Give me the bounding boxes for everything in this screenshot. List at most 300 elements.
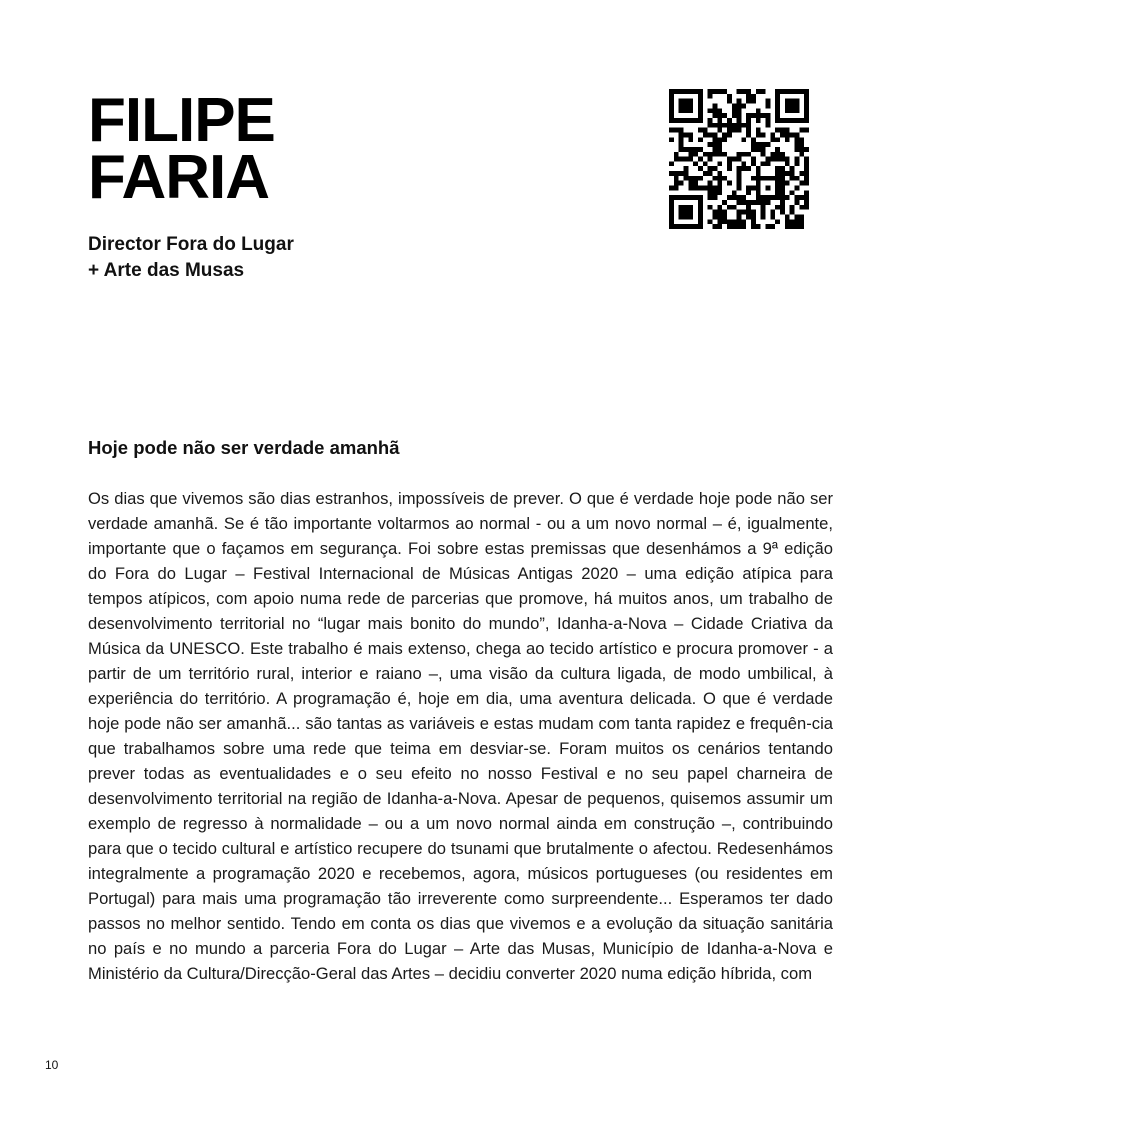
qr-module xyxy=(693,118,698,123)
qr-module xyxy=(698,166,703,171)
qr-module xyxy=(770,152,775,157)
qr-module xyxy=(766,161,771,166)
qr-module xyxy=(683,103,688,108)
qr-module xyxy=(708,186,713,191)
qr-module xyxy=(669,205,674,210)
qr-module xyxy=(799,152,804,157)
qr-module xyxy=(712,186,717,191)
qr-module xyxy=(737,152,742,157)
qr-module xyxy=(746,89,751,94)
qr-module xyxy=(708,142,713,147)
qr-module xyxy=(756,89,761,94)
qr-module xyxy=(698,210,703,215)
qr-module xyxy=(804,200,809,205)
qr-module xyxy=(775,205,780,210)
qr-module xyxy=(737,195,742,200)
qr-module xyxy=(804,108,809,113)
qr-module xyxy=(722,113,727,118)
qr-module xyxy=(751,200,756,205)
qr-module xyxy=(780,171,785,176)
qr-module xyxy=(698,128,703,133)
qr-module xyxy=(698,94,703,99)
qr-module xyxy=(688,118,693,123)
qr-module xyxy=(712,137,717,142)
qr-module xyxy=(669,161,674,166)
qr-module xyxy=(790,89,795,94)
qr-module xyxy=(737,215,742,220)
qr-module xyxy=(756,132,761,137)
qr-module xyxy=(727,157,732,162)
qr-module xyxy=(799,142,804,147)
qr-module xyxy=(751,137,756,142)
qr-module xyxy=(712,190,717,195)
qr-module xyxy=(766,103,771,108)
qr-module xyxy=(669,215,674,220)
qr-module xyxy=(804,190,809,195)
qr-module xyxy=(751,215,756,220)
qr-module xyxy=(766,118,771,123)
qr-module xyxy=(737,210,742,215)
qr-module xyxy=(761,200,766,205)
qr-module xyxy=(790,210,795,215)
qr-module xyxy=(775,94,780,99)
qr-module xyxy=(766,224,771,229)
qr-module xyxy=(722,137,727,142)
qr-module xyxy=(775,137,780,142)
qr-module xyxy=(732,205,737,210)
qr-module xyxy=(708,94,713,99)
qr-module xyxy=(708,181,713,186)
qr-module xyxy=(741,200,746,205)
qr-module xyxy=(688,132,693,137)
qr-module xyxy=(712,147,717,152)
article-body: Os dias que vivemos são dias estranhos, impossíveis de prever. O que é verdade hoje pode não ser verdade amanhã. Se é tão importante voltarmos ao normal - ou a um novo normal – é, igualmente, importante que o façamos em segurança. Foi sobre estas premissas que desenhámos a 9ª edição do Fora do Lugar – Festival Internacional de Músicas Antigas 2020 – uma edição atípica para tempos atípicos, com apoio numa rede de parcerias que promove, há muitos anos, um trabalho de desenvolvimento territorial no “lugar mais bonito do mundo”, Idanha-a-Nova – Cidade Criativa da Música da UNESCO. Este trabalho é mais extenso, chega ao tecido artístico e procura promover - a partir de um território rural, interior e raiano –, uma visão da cultura ligada, de modo umbilical, à experiência do território. A programação é, hoje em dia, uma aventura delicada. O que é verdade hoje pode não ser amanhã... são tantas as variáveis e estas mudam com tanta rapidez e frequên-cia que trabalhamos sobre uma rede que teima em desviar-se. Foram muitos os cenários tentando prever todas as eventualidades e o seu efeito no nosso Festival e no seu papel charneira de desenvolvimento territorial na região de Idanha-a-Nova. Apesar de pequenos, quisemos assumir um exemplo de regresso à normalidade – ou a um novo normal ainda em construção –, contribuindo para que o tecido cultural e artístico recupere do tsunami que brutalmente o afectou. Redesenhámos integralmente a programação 2020 e recebemos, agora, músicos portugueses (ou residentes em Portugal) para mais uma programação tão irreverente como surpreendente... Esperamos ter dado passos no melhor sentido. Tendo em conta os dias que vivemos e a evolução da situação sanitária no país e no mundo a parceria Fora do Lugar – Arte das Musas, Município de Idanha-a-Nova e Ministério da Cultura/Direcção-Geral das Artes – decidiu converter 2020 numa edição híbrida, com xyxy=(88,489,833,983)
qr-module xyxy=(785,161,790,166)
qr-module xyxy=(698,195,703,200)
qr-module xyxy=(775,152,780,157)
qr-module xyxy=(804,147,809,152)
qr-module xyxy=(717,161,722,166)
qr-module xyxy=(669,94,674,99)
author-name-line-1: FILIPE xyxy=(88,86,275,155)
qr-module xyxy=(712,113,717,118)
qr-module xyxy=(698,219,703,224)
qr-module xyxy=(766,99,771,104)
qr-module xyxy=(674,186,679,191)
article-title: Hoje pode não ser verdade amanhã xyxy=(88,437,400,458)
qr-module xyxy=(669,195,674,200)
qr-module xyxy=(770,224,775,229)
qr-module xyxy=(727,166,732,171)
qr-module xyxy=(698,89,703,94)
qr-module xyxy=(795,219,800,224)
qr-module xyxy=(703,128,708,133)
qr-module xyxy=(679,215,684,220)
qr-module xyxy=(708,123,713,128)
qr-module xyxy=(785,181,790,186)
qr-module xyxy=(683,210,688,215)
qr-module xyxy=(727,181,732,186)
qr-module xyxy=(708,157,713,162)
qr-module xyxy=(683,132,688,137)
qr-module xyxy=(698,157,703,162)
qr-module xyxy=(804,128,809,133)
qr-module xyxy=(674,157,679,162)
qr-module xyxy=(717,89,722,94)
qr-module xyxy=(790,99,795,104)
qr-module xyxy=(683,118,688,123)
qr-module xyxy=(741,219,746,224)
qr-module xyxy=(683,89,688,94)
qr-module xyxy=(795,142,800,147)
qr-module xyxy=(795,176,800,181)
qr-module xyxy=(712,195,717,200)
qr-module xyxy=(761,113,766,118)
qr-module xyxy=(780,166,785,171)
qr-module xyxy=(717,128,722,133)
qr-module xyxy=(741,152,746,157)
qr-module xyxy=(799,219,804,224)
qr-module xyxy=(799,224,804,229)
qr-module xyxy=(775,176,780,181)
qr-module xyxy=(746,132,751,137)
qr-module xyxy=(741,166,746,171)
qr-module xyxy=(737,118,742,123)
qr-module xyxy=(775,166,780,171)
qr-module xyxy=(756,142,761,147)
qr-module xyxy=(804,166,809,171)
qr-module xyxy=(683,224,688,229)
qr-module xyxy=(780,195,785,200)
qr-module xyxy=(717,113,722,118)
qr-module xyxy=(761,132,766,137)
qr-module xyxy=(688,210,693,215)
qr-module xyxy=(737,99,742,104)
qr-module xyxy=(698,103,703,108)
qr-module xyxy=(679,147,684,152)
qr-module xyxy=(708,108,713,113)
qr-module xyxy=(674,152,679,157)
qr-module xyxy=(708,171,713,176)
qr-module xyxy=(732,190,737,195)
qr-module xyxy=(683,108,688,113)
qr-module xyxy=(688,103,693,108)
qr-module xyxy=(756,176,761,181)
qr-module xyxy=(688,89,693,94)
qr-module xyxy=(785,195,790,200)
qr-module xyxy=(741,161,746,166)
qr-module xyxy=(795,103,800,108)
qr-module xyxy=(698,205,703,210)
qr-module xyxy=(674,171,679,176)
qr-module xyxy=(717,118,722,123)
qr-module xyxy=(698,113,703,118)
qr-module xyxy=(722,210,727,215)
qr-module xyxy=(804,99,809,104)
qr-module xyxy=(756,166,761,171)
qr-module xyxy=(746,166,751,171)
qr-module xyxy=(732,113,737,118)
qr-module xyxy=(795,137,800,142)
qr-module xyxy=(746,94,751,99)
qr-code-icon[interactable] xyxy=(669,89,809,229)
qr-module xyxy=(717,142,722,147)
qr-module xyxy=(804,89,809,94)
qr-module xyxy=(775,89,780,94)
qr-module xyxy=(756,186,761,191)
qr-module xyxy=(679,195,684,200)
qr-module xyxy=(722,89,727,94)
qr-module xyxy=(693,147,698,152)
qr-module xyxy=(780,128,785,133)
qr-module xyxy=(717,181,722,186)
qr-module xyxy=(737,200,742,205)
qr-module xyxy=(732,195,737,200)
qr-module xyxy=(727,132,732,137)
qr-module xyxy=(756,113,761,118)
qr-module xyxy=(804,94,809,99)
qr-module xyxy=(785,89,790,94)
qr-module xyxy=(799,181,804,186)
qr-module xyxy=(712,166,717,171)
qr-module xyxy=(698,176,703,181)
qr-module xyxy=(708,166,713,171)
qr-module xyxy=(780,89,785,94)
qr-module xyxy=(751,147,756,152)
qr-module xyxy=(761,215,766,220)
qr-module xyxy=(804,118,809,123)
qr-module xyxy=(674,195,679,200)
qr-module xyxy=(693,176,698,181)
qr-module xyxy=(717,147,722,152)
qr-module xyxy=(737,186,742,191)
qr-module xyxy=(770,137,775,142)
qr-module xyxy=(746,128,751,133)
qr-module xyxy=(669,99,674,104)
qr-module xyxy=(698,147,703,152)
qr-module xyxy=(717,137,722,142)
qr-module xyxy=(761,142,766,147)
qr-module xyxy=(703,161,708,166)
qr-module xyxy=(737,176,742,181)
qr-module xyxy=(712,152,717,157)
qr-module xyxy=(770,195,775,200)
qr-module xyxy=(698,108,703,113)
qr-module xyxy=(780,200,785,205)
qr-module xyxy=(669,210,674,215)
qr-module xyxy=(751,142,756,147)
qr-module xyxy=(775,171,780,176)
qr-module xyxy=(799,137,804,142)
qr-module xyxy=(674,89,679,94)
qr-module xyxy=(761,176,766,181)
qr-module xyxy=(712,215,717,220)
qr-module xyxy=(679,142,684,147)
qr-module xyxy=(741,224,746,229)
qr-module xyxy=(780,186,785,191)
qr-module xyxy=(741,195,746,200)
author-role xyxy=(88,232,294,284)
qr-module xyxy=(780,190,785,195)
qr-module xyxy=(712,210,717,215)
qr-module xyxy=(790,176,795,181)
page-number: 10 xyxy=(45,1058,59,1072)
qr-module xyxy=(766,113,771,118)
qr-module xyxy=(679,128,684,133)
qr-module xyxy=(683,171,688,176)
qr-module xyxy=(775,108,780,113)
qr-module xyxy=(737,113,742,118)
qr-module xyxy=(780,157,785,162)
qr-module xyxy=(688,176,693,181)
qr-module xyxy=(688,99,693,104)
qr-module xyxy=(799,128,804,133)
qr-module xyxy=(683,147,688,152)
qr-module xyxy=(785,137,790,142)
qr-module xyxy=(717,210,722,215)
qr-module xyxy=(693,161,698,166)
qr-module xyxy=(712,108,717,113)
qr-module xyxy=(804,103,809,108)
qr-module xyxy=(737,157,742,162)
qr-module xyxy=(804,181,809,186)
qr-module xyxy=(775,103,780,108)
qr-module xyxy=(717,190,722,195)
qr-module xyxy=(756,195,761,200)
qr-module xyxy=(727,195,732,200)
qr-module xyxy=(799,215,804,220)
qr-module xyxy=(785,157,790,162)
qr-module xyxy=(780,152,785,157)
qr-module xyxy=(717,171,722,176)
qr-module xyxy=(727,99,732,104)
qr-module xyxy=(795,161,800,166)
qr-module xyxy=(703,171,708,176)
qr-module xyxy=(761,161,766,166)
qr-module xyxy=(717,205,722,210)
qr-module xyxy=(708,89,713,94)
qr-module xyxy=(732,123,737,128)
qr-module xyxy=(761,89,766,94)
qr-module xyxy=(717,224,722,229)
qr-module xyxy=(722,152,727,157)
qr-module xyxy=(795,157,800,162)
qr-module xyxy=(698,224,703,229)
qr-module xyxy=(746,99,751,104)
qr-module xyxy=(766,142,771,147)
qr-module xyxy=(770,132,775,137)
qr-module xyxy=(717,186,722,191)
qr-module xyxy=(679,157,684,162)
qr-module xyxy=(679,118,684,123)
qr-module xyxy=(683,99,688,104)
qr-module xyxy=(799,89,804,94)
qr-module xyxy=(756,171,761,176)
qr-module xyxy=(751,161,756,166)
qr-module xyxy=(688,152,693,157)
qr-module xyxy=(688,147,693,152)
qr-module xyxy=(737,108,742,113)
qr-module xyxy=(669,128,674,133)
qr-module xyxy=(712,142,717,147)
qr-module xyxy=(741,123,746,128)
qr-module xyxy=(790,190,795,195)
qr-module xyxy=(712,176,717,181)
qr-module xyxy=(712,132,717,137)
qr-module xyxy=(795,108,800,113)
qr-module xyxy=(737,128,742,133)
qr-module xyxy=(717,108,722,113)
qr-module xyxy=(703,152,708,157)
qr-module xyxy=(688,186,693,191)
qr-module xyxy=(679,103,684,108)
qr-module xyxy=(679,89,684,94)
qr-module xyxy=(698,118,703,123)
qr-module xyxy=(683,176,688,181)
qr-module xyxy=(746,123,751,128)
qr-module xyxy=(756,128,761,133)
qr-module xyxy=(804,161,809,166)
qr-module xyxy=(799,171,804,176)
qr-module xyxy=(770,157,775,162)
qr-module xyxy=(679,132,684,137)
qr-module xyxy=(746,186,751,191)
qr-module xyxy=(708,152,713,157)
author-role-line-2: + Arte das Musas xyxy=(88,260,245,281)
qr-module xyxy=(737,89,742,94)
qr-module xyxy=(722,215,727,220)
qr-module xyxy=(780,205,785,210)
qr-module xyxy=(674,224,679,229)
qr-module xyxy=(698,215,703,220)
qr-module xyxy=(683,157,688,162)
qr-module xyxy=(795,186,800,191)
qr-module xyxy=(669,89,674,94)
qr-module xyxy=(785,171,790,176)
qr-module xyxy=(717,152,722,157)
qr-module xyxy=(669,200,674,205)
qr-module xyxy=(727,224,732,229)
qr-module xyxy=(693,195,698,200)
qr-module xyxy=(804,157,809,162)
qr-module xyxy=(712,123,717,128)
qr-module xyxy=(795,99,800,104)
qr-module xyxy=(683,166,688,171)
qr-module xyxy=(732,224,737,229)
qr-module xyxy=(693,152,698,157)
qr-module xyxy=(679,205,684,210)
qr-module xyxy=(727,161,732,166)
qr-module xyxy=(790,224,795,229)
qr-module xyxy=(746,190,751,195)
qr-module xyxy=(674,176,679,181)
qr-module xyxy=(790,118,795,123)
qr-module xyxy=(693,89,698,94)
qr-module xyxy=(669,113,674,118)
qr-module xyxy=(804,205,809,210)
qr-module xyxy=(795,224,800,229)
qr-module xyxy=(708,195,713,200)
qr-module xyxy=(703,132,708,137)
qr-module xyxy=(737,224,742,229)
qr-module xyxy=(766,186,771,191)
qr-module xyxy=(693,186,698,191)
qr-module xyxy=(698,200,703,205)
qr-module xyxy=(785,103,790,108)
qr-module xyxy=(727,94,732,99)
qr-module xyxy=(712,89,717,94)
qr-module xyxy=(746,200,751,205)
